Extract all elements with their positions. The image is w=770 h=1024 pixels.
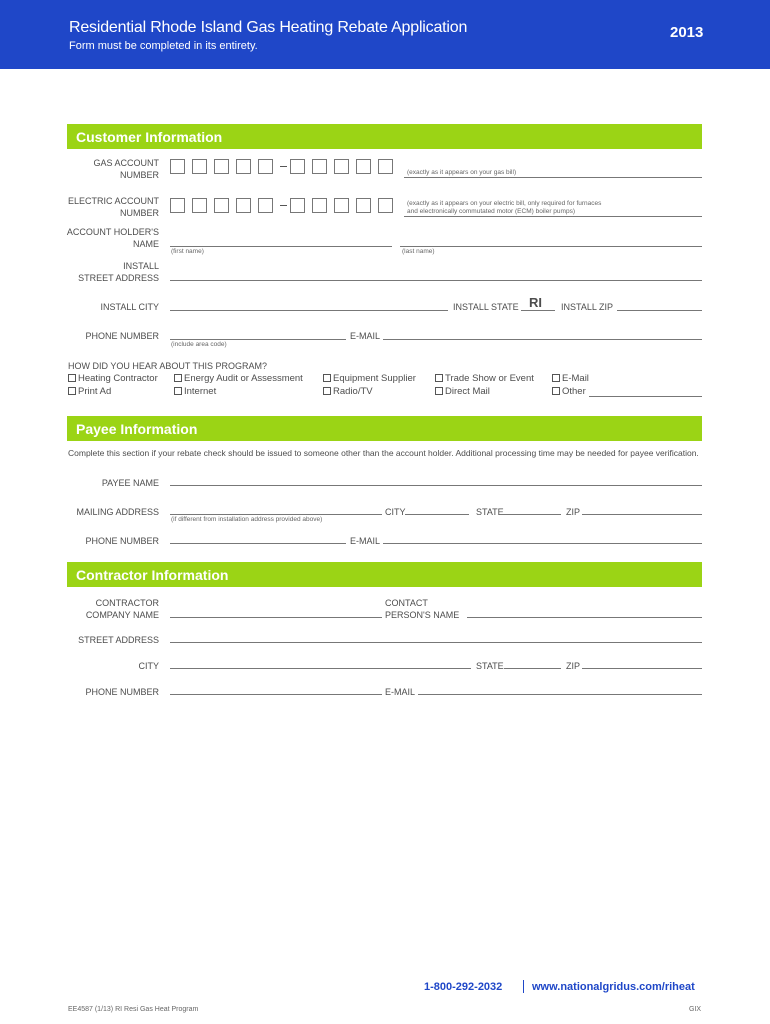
section-title: Customer Information — [76, 129, 223, 145]
footer-url[interactable]: www.nationalgridus.com/riheat — [532, 981, 695, 993]
contact-name-field[interactable] — [467, 617, 702, 618]
digit-box[interactable] — [192, 198, 207, 213]
install-zip-label: INSTALL ZIP — [561, 302, 614, 312]
install-city-field[interactable] — [170, 310, 448, 311]
payee-section-header — [67, 416, 702, 441]
install-state-value: RI — [529, 295, 542, 310]
option-other[interactable]: Other — [552, 386, 586, 398]
install-address-label: INSTALL STREET ADDRESS — [78, 261, 159, 283]
payee-phone-label: PHONE NUMBER — [85, 536, 159, 546]
electric-account-boxes[interactable] — [170, 198, 402, 216]
last-name-field[interactable] — [400, 246, 702, 247]
form-year: 2013 — [670, 24, 704, 41]
account-holder-label: ACCOUNT HOLDER'S NAME — [66, 227, 159, 249]
payee-email-field[interactable] — [383, 543, 702, 544]
install-state-label: INSTALL STATE — [453, 302, 519, 312]
contractor-zip-field[interactable] — [582, 668, 702, 669]
email-label: E-MAIL — [350, 331, 381, 341]
contractor-company-label: CONTRACTOR COMPANY NAME — [85, 598, 159, 620]
digit-box[interactable] — [258, 198, 273, 213]
option-direct-mail[interactable]: Direct Mail — [435, 386, 490, 398]
option-email[interactable]: E-Mail — [552, 373, 589, 385]
form-code: GIX — [689, 1006, 702, 1013]
option-print-ad[interactable]: Print Ad — [68, 386, 111, 398]
contractor-phone-field[interactable] — [170, 694, 382, 695]
contact-name-label: CONTACT PERSON'S NAME — [385, 598, 460, 620]
digit-box[interactable] — [170, 159, 185, 174]
payee-zip-field[interactable] — [582, 514, 702, 515]
form-subtitle: Form must be completed in its entirety. — [69, 40, 258, 52]
digit-box[interactable] — [312, 198, 327, 213]
payee-city-label: CITY — [385, 507, 406, 517]
option-heating-contractor[interactable]: Heating Contractor — [68, 373, 158, 385]
form-id: EE4587 (1/13) RI Resi Gas Heat Program — [68, 1006, 199, 1013]
checkbox[interactable] — [323, 387, 331, 395]
option-equipment-supplier[interactable]: Equipment Supplier — [323, 373, 416, 385]
contractor-phone-label: PHONE NUMBER — [85, 687, 159, 697]
option-trade-show[interactable]: Trade Show or Event — [435, 373, 534, 385]
electric-account-label: ELECTRIC ACCOUNT NUMBER — [67, 196, 159, 218]
option-radio-tv[interactable]: Radio/TV — [323, 386, 373, 398]
digit-box[interactable] — [334, 159, 349, 174]
payee-email-label: E-MAIL — [350, 536, 381, 546]
digit-box[interactable] — [290, 159, 305, 174]
digit-box[interactable] — [378, 159, 393, 174]
phone-field[interactable] — [170, 339, 346, 340]
digit-box[interactable] — [170, 198, 185, 213]
digit-box[interactable] — [236, 198, 251, 213]
separator-dash — [280, 166, 287, 167]
digit-box[interactable] — [290, 198, 305, 213]
contractor-state-label: STATE — [476, 661, 504, 671]
contractor-city-field[interactable] — [170, 668, 471, 669]
payee-phone-field[interactable] — [170, 543, 346, 544]
payee-city-field[interactable] — [405, 514, 469, 515]
section-title: Payee Information — [76, 421, 198, 437]
digit-box[interactable] — [214, 159, 229, 174]
digit-box[interactable] — [258, 159, 273, 174]
footer-phone: 1-800-292-2032 — [424, 981, 503, 993]
mailing-address-hint: (if different from installation address provided above) — [171, 516, 323, 523]
checkbox[interactable] — [435, 387, 443, 395]
first-name-field[interactable] — [170, 246, 392, 247]
last-name-hint: (last name) — [402, 248, 435, 255]
option-internet[interactable]: Internet — [174, 386, 216, 398]
footer-divider — [523, 980, 524, 993]
gas-account-boxes[interactable] — [170, 159, 402, 177]
digit-box[interactable] — [334, 198, 349, 213]
digit-box[interactable] — [378, 198, 393, 213]
other-field[interactable] — [589, 396, 702, 397]
checkbox[interactable] — [174, 374, 182, 382]
first-name-hint: (first name) — [171, 248, 204, 255]
option-energy-audit[interactable]: Energy Audit or Assessment — [174, 373, 303, 385]
digit-box[interactable] — [214, 198, 229, 213]
contractor-email-field[interactable] — [418, 694, 702, 695]
payee-state-label: STATE — [476, 507, 504, 517]
payee-instructions: Complete this section if your rebate check should be issued to someone other than the account holder. Additional processing time may be needed for payee verification. — [68, 448, 699, 458]
checkbox[interactable] — [174, 387, 182, 395]
hear-question: HOW DID YOU HEAR ABOUT THIS PROGRAM? — [68, 361, 268, 371]
digit-box[interactable] — [356, 198, 371, 213]
install-city-label: INSTALL CITY — [100, 302, 159, 312]
checkbox[interactable] — [68, 387, 76, 395]
payee-name-field[interactable] — [170, 485, 702, 486]
checkbox[interactable] — [323, 374, 331, 382]
install-zip-field[interactable] — [617, 310, 702, 311]
install-state-field[interactable] — [521, 310, 555, 311]
contractor-zip-label: ZIP — [566, 661, 581, 671]
contractor-street-label: STREET ADDRESS — [78, 635, 159, 645]
checkbox[interactable] — [435, 374, 443, 382]
phone-label: PHONE NUMBER — [85, 331, 159, 341]
contractor-email-label: E-MAIL — [385, 687, 416, 697]
digit-box[interactable] — [356, 159, 371, 174]
gas-account-hint: (exactly as it appears on your gas bill) — [407, 169, 517, 176]
checkbox[interactable] — [552, 374, 560, 382]
mailing-address-label: MAILING ADDRESS — [76, 507, 159, 517]
payee-name-label: PAYEE NAME — [101, 478, 159, 488]
digit-box[interactable] — [192, 159, 207, 174]
checkbox[interactable] — [68, 374, 76, 382]
install-address-field[interactable] — [170, 280, 702, 281]
digit-box[interactable] — [236, 159, 251, 174]
mailing-address-field[interactable] — [170, 514, 382, 515]
contractor-street-field[interactable] — [170, 642, 702, 643]
section-title: Contractor Information — [76, 567, 229, 583]
electric-account-hint-line — [404, 216, 702, 217]
gas-account-label: GAS ACCOUNT NUMBER — [93, 158, 159, 180]
electric-account-hint: (exactly as it appears on your electric bill, only required for furnaces and electronically commutated motor (ECM) boiler pumps) — [407, 200, 602, 215]
contractor-section-header — [67, 562, 702, 587]
digit-box[interactable] — [312, 159, 327, 174]
checkbox[interactable] — [552, 387, 560, 395]
customer-section-header — [67, 124, 702, 149]
contractor-city-label: CITY — [138, 661, 159, 671]
separator-dash — [280, 205, 287, 206]
payee-state-field[interactable] — [503, 514, 561, 515]
area-code-hint: (include area code) — [171, 341, 227, 348]
payee-zip-label: ZIP — [566, 507, 581, 517]
email-field[interactable] — [383, 339, 702, 340]
form-title: Residential Rhode Island Gas Heating Rebate Application — [69, 19, 468, 36]
contractor-company-field[interactable] — [170, 617, 382, 618]
gas-account-hint-line — [404, 177, 702, 178]
contractor-state-field[interactable] — [504, 668, 561, 669]
